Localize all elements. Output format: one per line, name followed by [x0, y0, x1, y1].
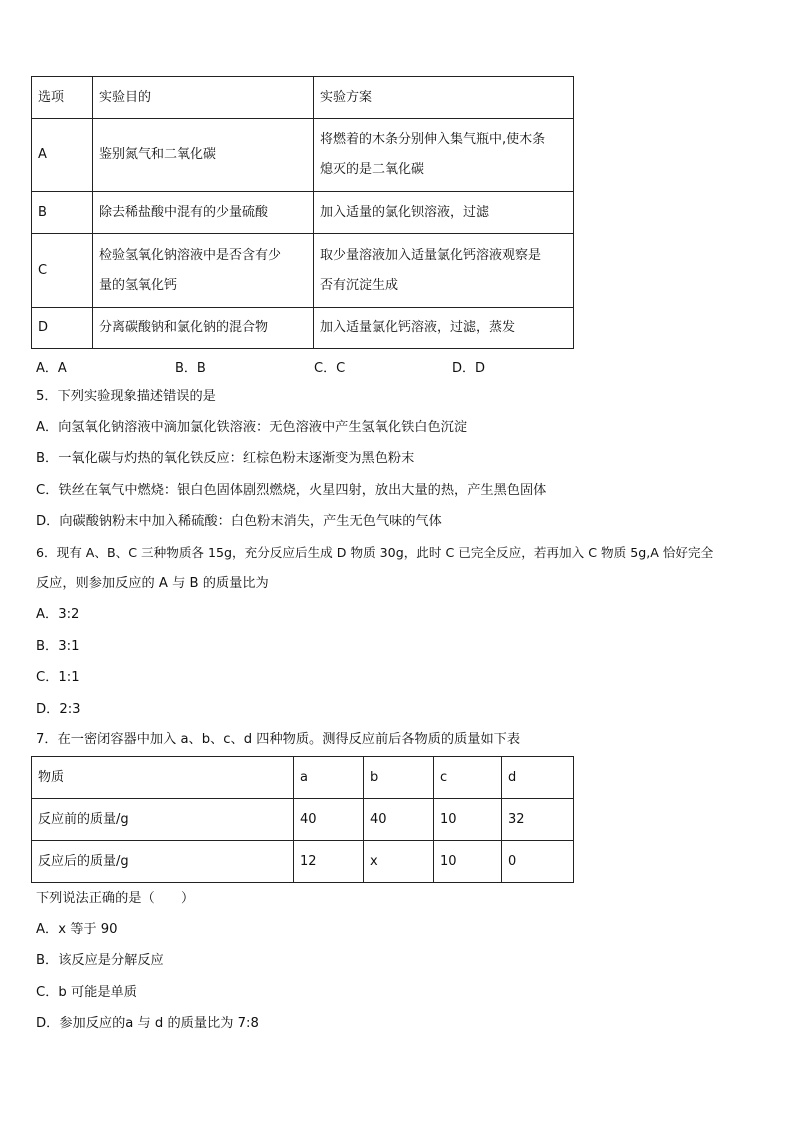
table-cell: 10 — [434, 799, 502, 841]
row-plan: 加入适量的氯化钡溶液，过滤 — [314, 192, 574, 234]
row-purpose: 分离碳酸钠和氯化钠的混合物 — [93, 308, 314, 349]
row-purpose: 检验氢氧化钠溶液中是否含有少 量的氢氧化钙 — [93, 234, 314, 308]
table-row — [32, 234, 574, 308]
table-cell: 32 — [502, 799, 574, 841]
q6-option-b: B．3:1 — [36, 639, 80, 654]
table-row — [32, 192, 574, 234]
row-purpose: 除去稀盐酸中混有的少量硫酸 — [93, 192, 314, 234]
row-plan: 加入适量氯化钙溶液，过滤，蒸发 — [314, 308, 574, 349]
row-plan: 取少量溶液加入适量氯化钙溶液观察是 否有沉淀生成 — [314, 234, 574, 308]
table-row — [32, 308, 574, 349]
q6-option-a: A．3:2 — [36, 607, 80, 622]
table-cell: 反应后的质量/g — [32, 841, 294, 883]
table-header-row — [32, 77, 574, 119]
table-cell: 40 — [364, 799, 434, 841]
q6-stem-line1: 6．现有 A、B、C 三种物质各 15g，充分反应后生成 D 物质 30g，此时 C 已完全反应，若再加入 C 物质 5g,A 恰好完全 — [36, 545, 714, 560]
header-substance: 物质 — [32, 757, 294, 799]
header-a: a — [294, 757, 364, 799]
row-option: C — [32, 234, 93, 308]
q7-option-a: A．x 等于 90 — [36, 922, 118, 937]
q6-stem-line2: 反应，则参加反应的 A 与 B 的质量比为 — [36, 576, 269, 591]
header-b: b — [364, 757, 434, 799]
q5-option-d: D．向碳酸钠粉末中加入稀硫酸：白色粉末消失，产生无色气味的气体 — [36, 514, 442, 529]
row-option: A — [32, 119, 93, 192]
header-option: 选项 — [32, 77, 93, 119]
table-row — [32, 119, 574, 192]
header-plan: 实验方案 — [314, 77, 574, 119]
row-option: D — [32, 308, 93, 349]
header-c: c — [434, 757, 502, 799]
q5-option-a: A．向氢氧化钠溶液中滴加氯化铁溶液：无色溶液中产生氢氧化铁白色沉淀 — [36, 420, 468, 435]
row-purpose: 鉴别氮气和二氧化碳 — [93, 119, 314, 192]
header-purpose: 实验目的 — [93, 77, 314, 119]
q7-question: 下列说法正确的是（ ） — [36, 891, 195, 906]
table-cell: 12 — [294, 841, 364, 883]
q5-stem: 5．下列实验现象描述错误的是 — [36, 389, 216, 404]
table-cell: 反应前的质量/g — [32, 799, 294, 841]
table-header-row — [32, 757, 574, 799]
q5-option-b: B．一氧化碳与灼热的氧化铁反应：红棕色粉末逐渐变为黑色粉末 — [36, 451, 415, 466]
experiment-table — [31, 76, 574, 349]
q5-option-c: C．铁丝在氧气中燃烧：银白色固体剧烈燃烧，火星四射，放出大量的热，产生黑色固体 — [36, 483, 547, 498]
q7-option-d: D．参加反应的a 与 d 的质量比为 7:8 — [36, 1016, 259, 1031]
q7-option-c: C．b 可能是单质 — [36, 985, 137, 1000]
q6-option-c: C．1:1 — [36, 670, 80, 685]
row-plan: 将燃着的木条分别伸入集气瓶中,使木条 熄灭的是二氧化碳 — [314, 119, 574, 192]
table-cell: 0 — [502, 841, 574, 883]
q7-stem: 7．在一密闭容器中加入 a、b、c、d 四种物质。测得反应前后各物质的质量如下表 — [36, 732, 521, 747]
q4-option-a: A．A — [36, 361, 67, 376]
table-cell: 10 — [434, 841, 502, 883]
q4-option-d: D．D — [452, 361, 486, 376]
table-row — [32, 799, 574, 841]
table-cell: 40 — [294, 799, 364, 841]
q6-option-d: D．2:3 — [36, 702, 81, 717]
table-cell: x — [364, 841, 434, 883]
table-row — [32, 841, 574, 883]
q7-option-b: B．该反应是分解反应 — [36, 953, 164, 968]
header-d: d — [502, 757, 574, 799]
row-option: B — [32, 192, 93, 234]
q4-option-c: C．C — [314, 361, 346, 376]
mass-table — [31, 756, 574, 883]
q4-option-b: B．B — [175, 361, 206, 376]
